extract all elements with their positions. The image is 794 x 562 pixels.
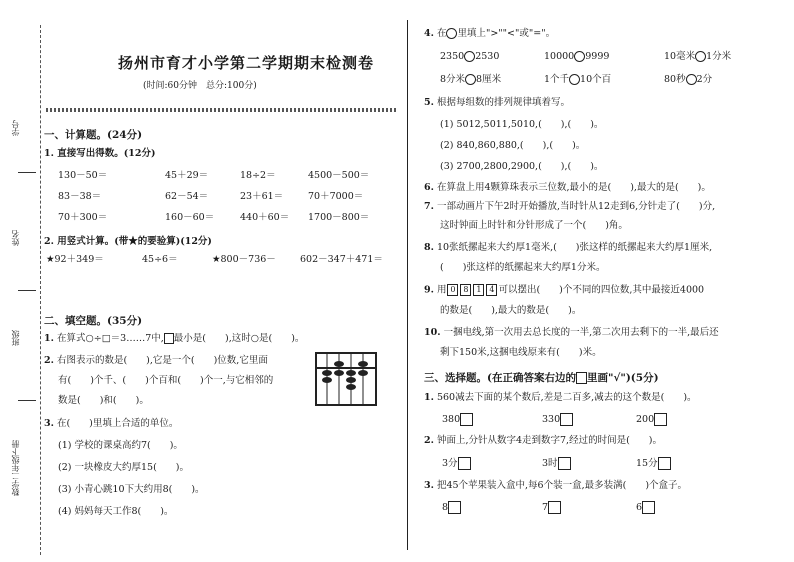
side-divider <box>18 172 36 173</box>
header-rule <box>46 108 396 112</box>
digit-card: 4 <box>486 284 497 296</box>
compare-circle[interactable] <box>695 51 706 62</box>
r-q8-text: 10张纸摞起来大约厚1毫米,( )张这样的纸摞起来大约厚1厘米, <box>436 242 713 253</box>
question-number: 2. <box>424 435 434 446</box>
option-label: 200 <box>636 414 655 425</box>
r-q9-line1 <box>424 284 704 297</box>
vertical-calc-item: ★92＋349＝ <box>46 254 104 265</box>
compare-circle[interactable] <box>574 51 585 62</box>
r-q9-line2: 的数是( ),最大的数是( )。 <box>440 305 582 316</box>
question-number: 1. <box>44 333 54 344</box>
calc-item: 23＋61＝ <box>240 191 284 202</box>
question-number: 7. <box>424 201 434 212</box>
compare-right: 10个百 <box>580 74 612 85</box>
choice-option <box>442 457 471 470</box>
option-label: 8 <box>442 502 449 513</box>
side-divider <box>18 400 36 401</box>
r-q7-line1 <box>424 201 715 213</box>
side-divider <box>18 290 36 291</box>
exam-info: (时间:60分钟 总分:100分) <box>143 81 257 91</box>
question-number: 2. <box>44 355 54 366</box>
option-label: 6 <box>636 502 643 513</box>
square-placeholder <box>164 333 174 344</box>
compare-circle[interactable] <box>464 51 475 62</box>
r-q8-line2: ( )张这样的纸摞起来大约厚1分米。 <box>440 262 606 273</box>
s1-q2-label: 2. 用竖式计算。(带★的要验算)(12分) <box>44 236 212 247</box>
compare-left: 1个千 <box>544 74 570 85</box>
option-label: 3时 <box>542 458 558 469</box>
question-number: 1. <box>424 392 434 403</box>
s2-q1-text-a: 在算式○÷□＝3……7中, <box>56 333 164 344</box>
s3-heading-a: 三、选择题。(在正确答案右边的 <box>424 372 576 384</box>
question-number: 4. <box>424 28 434 39</box>
compare-item <box>664 74 712 86</box>
calc-item: 83－38＝ <box>58 191 102 202</box>
r-q5-text: 根据每组数的排列规律填着写。 <box>436 97 570 108</box>
choice-option <box>542 457 571 470</box>
s1-q1-label: 1. 直接写出得数。(12分) <box>44 148 156 159</box>
s2-q2-text: 右图表示的数是( ),它是一个( )位数,它里面 <box>56 355 268 366</box>
calc-item: 130－50＝ <box>58 170 108 181</box>
r-q4 <box>424 28 555 40</box>
compare-left: 10000 <box>544 51 575 62</box>
s2-q2-line3: 数是( )和( )。 <box>58 395 149 406</box>
r-q4-text-a: 在 <box>436 28 447 39</box>
answer-box[interactable] <box>548 501 561 514</box>
sequence-item: (1) 5012,5011,5010,( ),( )。 <box>440 119 604 130</box>
compare-item <box>544 51 609 63</box>
calc-item: 4500－500＝ <box>308 170 370 181</box>
unit-item: (4) 妈妈每天工作8( )。 <box>58 506 174 517</box>
answer-box[interactable] <box>448 501 461 514</box>
s2-q3 <box>44 418 178 430</box>
answer-box[interactable] <box>458 457 471 470</box>
r-q8-line1 <box>424 242 712 254</box>
choice-option <box>636 501 655 514</box>
compare-left: 10毫米 <box>664 51 696 62</box>
question-number: 3. <box>424 480 434 491</box>
question-number: 6. <box>424 182 434 193</box>
question-number: 3. <box>44 418 54 429</box>
answer-box[interactable] <box>654 413 667 426</box>
option-label: 380 <box>442 414 461 425</box>
r-q7-text: 一部动画片下午2时开始播放,当时针从12走到6,分针走了( )分, <box>436 201 716 212</box>
compare-item <box>544 74 611 86</box>
compare-right: 9999 <box>585 51 610 62</box>
sequence-item: (2) 840,860,880,( ),( )。 <box>440 140 586 151</box>
compare-item <box>440 74 501 86</box>
vertical-calc-item: 602－347＋471＝ <box>300 254 383 265</box>
answer-box[interactable] <box>642 501 655 514</box>
question-number: 8. <box>424 242 434 253</box>
option-label: 330 <box>542 414 561 425</box>
section-3-heading <box>424 370 659 385</box>
sequence-item: (3) 2700,2800,2900,( ),( )。 <box>440 161 604 172</box>
choice-option <box>542 501 561 514</box>
s3-q1-text: 560减去下面的某个数后,差是二百多,减去的这个数是( )。 <box>436 392 697 403</box>
section-1-heading: 一、计算题。(24分) <box>44 129 143 141</box>
side-label-student-id: 学号 <box>11 120 20 136</box>
calc-item: 70＋300＝ <box>58 212 108 223</box>
s3-q2-text: 钟面上,分针从数字4走到数字7,经过的时间是( )。 <box>436 435 662 446</box>
compare-item <box>440 51 499 63</box>
s2-q1 <box>44 333 304 345</box>
s3-q3 <box>424 480 687 492</box>
r-q4-text-b: 里填上">""<"或"="。 <box>457 28 556 39</box>
unit-item: (1) 学校的课桌高约7( )。 <box>58 440 183 451</box>
choice-option <box>636 413 667 426</box>
calc-item: 62－54＝ <box>165 191 209 202</box>
calc-item: 70＋7000＝ <box>308 191 364 202</box>
digit-card: 0 <box>447 284 458 296</box>
compare-circle[interactable] <box>686 74 697 85</box>
question-number: 5. <box>424 97 434 108</box>
compare-right: 1分米 <box>706 51 732 62</box>
vertical-calc-item: 45÷6＝ <box>142 254 178 265</box>
calc-item: 18÷2＝ <box>240 170 276 181</box>
answer-box[interactable] <box>558 457 571 470</box>
option-label: 15分 <box>636 458 658 469</box>
choice-option <box>542 413 573 426</box>
side-label-name: 姓名 <box>11 230 20 246</box>
compare-right: 8厘米 <box>476 74 502 85</box>
compare-circle[interactable] <box>569 74 580 85</box>
answer-box[interactable] <box>560 413 573 426</box>
s2-q3-text: 在( )里填上合适的单位。 <box>56 418 179 429</box>
check-mark-icon: √ <box>613 372 621 384</box>
compare-item <box>664 51 731 63</box>
compare-left: 2350 <box>440 51 465 62</box>
vertical-calc-item: ★800－736－ <box>212 254 276 265</box>
s3-heading-c: ")(5分) <box>620 372 659 384</box>
r-q10-line1 <box>424 327 719 339</box>
calc-item: 160－60＝ <box>165 212 215 223</box>
choice-option <box>442 501 461 514</box>
square-placeholder <box>576 372 587 384</box>
question-number: 10. <box>424 327 441 338</box>
s2-q1-text-b: 最小是( ),这时○是( )。 <box>173 333 305 344</box>
s2-q2-line1 <box>44 355 268 367</box>
r-q9-text-b: 可以摆出( )个不同的四位数,其中最接近4000 <box>498 284 705 296</box>
r-q5 <box>424 97 570 109</box>
compare-right: 2530 <box>475 51 500 62</box>
r-q10-line2: 剩下150米,这捆电线原来有( )米。 <box>440 347 602 358</box>
side-label-class: 班级 <box>11 330 20 346</box>
choice-option <box>636 457 671 470</box>
digit-card: 8 <box>460 284 471 296</box>
question-number: 9. <box>424 284 434 296</box>
option-label: 3分 <box>442 458 458 469</box>
r-q6 <box>424 182 711 194</box>
answer-box[interactable] <box>658 457 671 470</box>
compare-circle[interactable] <box>465 74 476 85</box>
choice-option <box>442 413 473 426</box>
r-q7-line2: 这时钟面上时针和分针形成了一个( )角。 <box>440 220 628 231</box>
answer-box[interactable] <box>460 413 473 426</box>
compare-right: 2分 <box>696 74 713 85</box>
page-divider <box>407 20 408 550</box>
digit-card: 1 <box>473 284 484 296</box>
unit-item: (2) 一块橡皮大约厚15( )。 <box>58 462 189 473</box>
section-2-heading: 二、填空题。(35分) <box>44 315 143 327</box>
side-label-subject: 数学二年级下册 <box>11 440 20 496</box>
s3-q2 <box>424 435 662 447</box>
s3-q1 <box>424 392 697 404</box>
calc-item: 45＋29＝ <box>165 170 209 181</box>
r-q6-text: 在算盘上用4颗算珠表示三位数,最小的是( ),最大的是( )。 <box>436 182 711 193</box>
abacus-illustration <box>315 352 377 406</box>
compare-left: 8分米 <box>440 74 466 85</box>
s2-q2-line2: 有( )个千、( )个百和( )个一,与它相邻的 <box>58 375 274 386</box>
compare-left: 80秒 <box>664 74 686 85</box>
calc-item: 1700－800＝ <box>308 212 370 223</box>
s3-heading-b: 里画" <box>586 372 614 384</box>
calc-item: 440＋60＝ <box>240 212 290 223</box>
r-q10-text: 一捆电线,第一次用去总长度的一半,第二次用去剩下的一半,最后还 <box>443 327 719 338</box>
s3-q3-text: 把45个苹果装入盒中,每6个装一盒,最多装满( )个盒子。 <box>436 480 688 491</box>
r-q9-text-a: 用 <box>436 284 447 296</box>
binding-line <box>40 25 41 555</box>
unit-item: (3) 小青心跳10下大约用8( )。 <box>58 484 205 495</box>
circle-placeholder <box>446 28 457 39</box>
page-title: 扬州市育才小学第二学期期末检测卷 <box>118 54 375 72</box>
option-label: 7 <box>542 502 549 513</box>
